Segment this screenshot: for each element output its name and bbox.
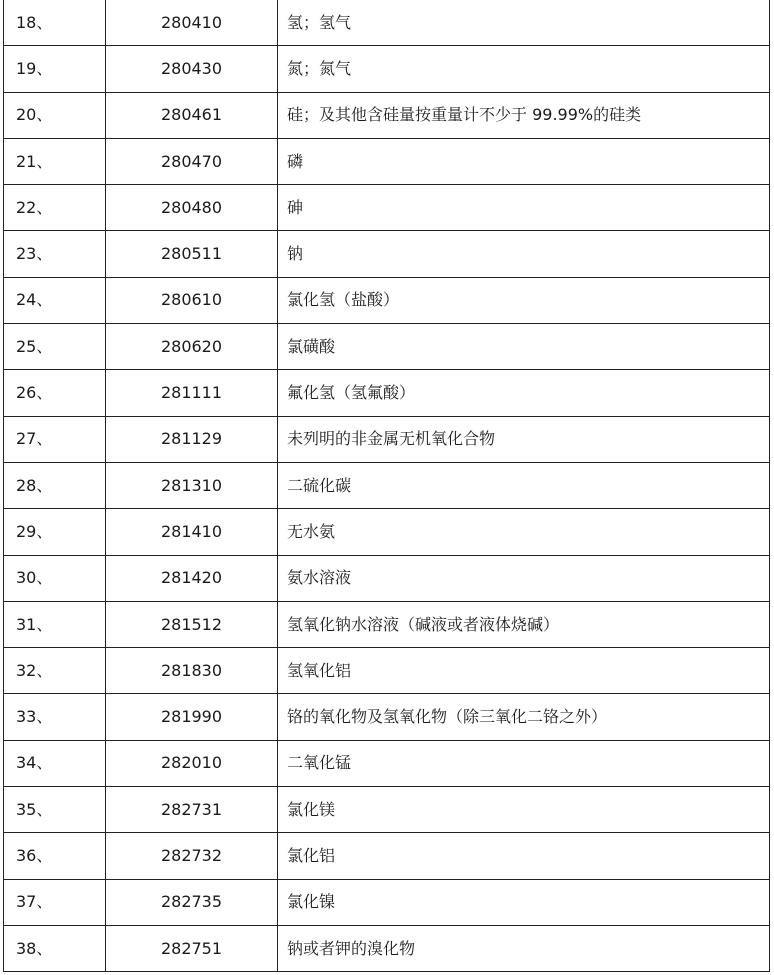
row-name: 氯化氢（盐酸）: [278, 277, 770, 323]
table-row: [4, 833, 770, 879]
table-row: [4, 601, 770, 647]
row-name: 氢氧化铝: [278, 648, 770, 694]
row-name: 氢氧化钠水溶液（碱液或者液体烧碱）: [278, 601, 770, 647]
row-name: 钠或者钾的溴化物: [278, 925, 770, 971]
table-row: [4, 370, 770, 416]
row-name: 未列明的非金属无机氧化合物: [278, 416, 770, 462]
row-code: 280430: [106, 46, 278, 92]
row-code: 281990: [106, 694, 278, 740]
row-index: 33、: [4, 694, 106, 740]
table-row: [4, 740, 770, 786]
chemicals-table: [3, 0, 770, 972]
row-code: 282731: [106, 787, 278, 833]
row-code: 280470: [106, 138, 278, 184]
row-name: 氯化铝: [278, 833, 770, 879]
row-code: 281410: [106, 509, 278, 555]
table-row: [4, 185, 770, 231]
row-name: 氮；氮气: [278, 46, 770, 92]
row-name: 二氧化锰: [278, 740, 770, 786]
row-index: 27、: [4, 416, 106, 462]
row-code: 281512: [106, 601, 278, 647]
table-row: [4, 277, 770, 323]
table-row: [4, 92, 770, 138]
row-index: 26、: [4, 370, 106, 416]
row-code: 281129: [106, 416, 278, 462]
row-code: 282735: [106, 879, 278, 925]
row-name: 氯磺酸: [278, 324, 770, 370]
row-index: 29、: [4, 509, 106, 555]
table-row: [4, 324, 770, 370]
row-name: 硅；及其他含硅量按重量计不少于 99.99%的硅类: [278, 92, 770, 138]
row-code: 280461: [106, 92, 278, 138]
table-row: [4, 787, 770, 833]
row-index: 21、: [4, 138, 106, 184]
row-index: 36、: [4, 833, 106, 879]
row-name: 二硫化碳: [278, 462, 770, 508]
row-code: 281830: [106, 648, 278, 694]
row-index: 23、: [4, 231, 106, 277]
row-index: 19、: [4, 46, 106, 92]
row-name: 无水氨: [278, 509, 770, 555]
row-code: 280610: [106, 277, 278, 323]
row-index: 35、: [4, 787, 106, 833]
table-row: [4, 555, 770, 601]
row-index: 28、: [4, 462, 106, 508]
row-index: 32、: [4, 648, 106, 694]
table-row: [4, 0, 770, 46]
row-code: 282732: [106, 833, 278, 879]
row-name: 氢；氢气: [278, 0, 770, 46]
row-name: 铬的氧化物及氢氧化物（除三氧化二铬之外）: [278, 694, 770, 740]
table-row: [4, 648, 770, 694]
row-index: 18、: [4, 0, 106, 46]
table-row: [4, 509, 770, 555]
row-name: 氨水溶液: [278, 555, 770, 601]
row-index: 22、: [4, 185, 106, 231]
row-index: 31、: [4, 601, 106, 647]
row-name: 氯化镍: [278, 879, 770, 925]
row-code: 281420: [106, 555, 278, 601]
row-name: 氯化镁: [278, 787, 770, 833]
row-code: 280410: [106, 0, 278, 46]
table-row: [4, 138, 770, 184]
row-index: 24、: [4, 277, 106, 323]
row-index: 20、: [4, 92, 106, 138]
row-code: 280511: [106, 231, 278, 277]
row-name: 磷: [278, 138, 770, 184]
row-index: 25、: [4, 324, 106, 370]
row-name: 砷: [278, 185, 770, 231]
table-row: [4, 416, 770, 462]
row-index: 34、: [4, 740, 106, 786]
table-row: [4, 46, 770, 92]
row-index: 30、: [4, 555, 106, 601]
row-code: 280620: [106, 324, 278, 370]
table-row: [4, 694, 770, 740]
table-row: [4, 879, 770, 925]
table-body: [4, 0, 770, 972]
row-code: 282751: [106, 925, 278, 971]
row-index: 38、: [4, 925, 106, 971]
row-code: 281111: [106, 370, 278, 416]
row-index: 37、: [4, 879, 106, 925]
row-code: 282010: [106, 740, 278, 786]
row-code: 280480: [106, 185, 278, 231]
table-row: [4, 925, 770, 971]
row-code: 281310: [106, 462, 278, 508]
table-row: [4, 462, 770, 508]
row-name: 钠: [278, 231, 770, 277]
table-row: [4, 231, 770, 277]
row-name: 氟化氢（氢氟酸）: [278, 370, 770, 416]
